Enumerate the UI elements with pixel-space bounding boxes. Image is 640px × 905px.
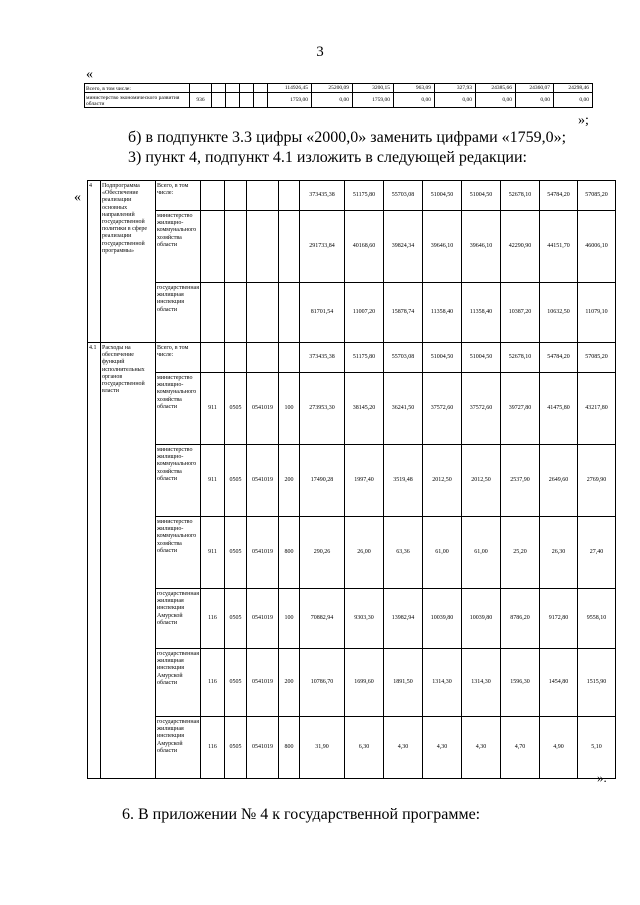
- amount-cell: 55703,08: [384, 181, 423, 211]
- amount-cell: 114926,45: [268, 84, 312, 93]
- executor-cell: государственная жилищная инспекция Амурской области: [156, 589, 201, 649]
- amount-cell: 51175,80: [345, 343, 384, 373]
- amount-cell: 373435,38: [300, 181, 345, 211]
- table-row: [88, 181, 616, 211]
- executor-cell: Всего, в том числе:: [156, 181, 201, 211]
- budget-code: [201, 343, 225, 373]
- amount-cell: 4,70: [501, 717, 540, 779]
- table-row: [88, 211, 616, 283]
- amount-cell: 3519,48: [384, 445, 423, 517]
- amount-cell: 52678,10: [501, 343, 540, 373]
- amount-cell: 373435,38: [300, 343, 345, 373]
- table-row: [88, 717, 616, 779]
- amount-cell: 0,00: [516, 93, 554, 108]
- amount-cell: 39824,34: [384, 211, 423, 283]
- amount-cell: 24360,07: [516, 84, 554, 93]
- expense-type-code: 200: [279, 649, 300, 717]
- subprogram-table: [87, 180, 616, 779]
- amount-cell: 54784,20: [540, 343, 578, 373]
- executor-cell: министерство жилищно-коммунального хозяйства области: [156, 517, 201, 589]
- target-article-code: 0541019: [247, 649, 279, 717]
- amount-cell: 40168,60: [345, 211, 384, 283]
- amount-cell: 11007,20: [345, 283, 384, 343]
- amount-cell: 17490,28: [300, 445, 345, 517]
- amount-cell: 24298,46: [554, 84, 593, 93]
- amount-cell: 1759,00: [353, 93, 394, 108]
- budget-code: [201, 283, 225, 343]
- section-code: [225, 283, 247, 343]
- amount-cell: 63,36: [384, 517, 423, 589]
- table-row: [88, 445, 616, 517]
- amount-cell: 5,10: [578, 717, 616, 779]
- amount-cell: 2012,50: [423, 445, 462, 517]
- empty-cell: [240, 93, 254, 108]
- amount-cell: 963,09: [394, 84, 435, 93]
- row-label: министерство экономического развития области: [85, 93, 190, 108]
- amount-cell: 2537,90: [501, 445, 540, 517]
- amount-cell: 1314,30: [462, 649, 501, 717]
- executor-cell: министерство жилищно-коммунального хозяйства области: [156, 373, 201, 445]
- amount-cell: 31,90: [300, 717, 345, 779]
- amount-cell: 9172,80: [540, 589, 578, 649]
- section-code: 0505: [225, 517, 247, 589]
- table-row: [85, 93, 593, 108]
- paragraph-item-3: 3) пункт 4, подпункт 4.1 изложить в следующей редакции:: [128, 149, 527, 166]
- table-row: [88, 517, 616, 589]
- empty-cell: [240, 84, 254, 93]
- amount-cell: 1699,60: [345, 649, 384, 717]
- amount-cell: 15878,74: [384, 283, 423, 343]
- amount-cell: 51004,50: [462, 343, 501, 373]
- amount-cell: 6,30: [345, 717, 384, 779]
- opening-quote-main: «: [74, 190, 81, 205]
- amount-cell: 11358,40: [462, 283, 501, 343]
- target-article-code: 0541019: [247, 717, 279, 779]
- empty-cell: [212, 93, 226, 108]
- continuation-table: [84, 83, 593, 108]
- row-label: Всего, в том числе:: [85, 84, 190, 93]
- budget-code: 936: [190, 93, 212, 108]
- expense-type-code: 100: [279, 373, 300, 445]
- amount-cell: 25,20: [501, 517, 540, 589]
- section-code: [225, 211, 247, 283]
- target-article-code: [247, 283, 279, 343]
- amount-cell: 1515,90: [578, 649, 616, 717]
- expense-type-code: [279, 343, 300, 373]
- target-article-code: [247, 181, 279, 211]
- table-row: [88, 373, 616, 445]
- expense-type-code: [279, 283, 300, 343]
- amount-cell: 327,93: [435, 84, 476, 93]
- amount-cell: 4,30: [462, 717, 501, 779]
- executor-cell: министерство жилищно-коммунального хозяйства области: [156, 211, 201, 283]
- paragraph-b: б) в подпункте 3.3 цифры «2000,0» заменить цифрами «1759,0»;: [128, 129, 567, 146]
- amount-cell: 2012,50: [462, 445, 501, 517]
- amount-cell: 51004,50: [462, 181, 501, 211]
- amount-cell: 4,30: [384, 717, 423, 779]
- executor-cell: министерство жилищно-коммунального хозяйства области: [156, 445, 201, 517]
- target-article-code: 0541019: [247, 589, 279, 649]
- amount-cell: 41475,80: [540, 373, 578, 445]
- amount-cell: 1454,80: [540, 649, 578, 717]
- amount-cell: 52678,10: [501, 181, 540, 211]
- section-code: [225, 181, 247, 211]
- closing-quote-main: ».: [597, 770, 607, 785]
- amount-cell: 57085,20: [578, 343, 616, 373]
- table-row: [88, 649, 616, 717]
- table-row: [88, 283, 616, 343]
- section-code: 0505: [225, 373, 247, 445]
- executor-cell: государственная жилищная инспекция Амурской области: [156, 717, 201, 779]
- section-code: 0505: [225, 649, 247, 717]
- amount-cell: 46006,10: [578, 211, 616, 283]
- target-article-code: 0541019: [247, 445, 279, 517]
- expense-type-code: 800: [279, 517, 300, 589]
- amount-cell: 26,00: [345, 517, 384, 589]
- amount-cell: 1759,00: [268, 93, 312, 108]
- amount-cell: 24385,66: [476, 84, 516, 93]
- table-row: [85, 84, 593, 93]
- executor-cell: Всего, в том числе:: [156, 343, 201, 373]
- item-number: 4: [88, 181, 101, 343]
- amount-cell: 37572,60: [423, 373, 462, 445]
- amount-cell: 38145,20: [345, 373, 384, 445]
- budget-code: [190, 84, 212, 93]
- amount-cell: 0,00: [554, 93, 593, 108]
- amount-cell: 9303,30: [345, 589, 384, 649]
- table-row: [88, 343, 616, 373]
- expense-type-code: 200: [279, 445, 300, 517]
- expense-type-code: 800: [279, 717, 300, 779]
- target-article-code: [247, 343, 279, 373]
- budget-code: 116: [201, 717, 225, 779]
- amount-cell: 1891,50: [384, 649, 423, 717]
- amount-cell: 55703,08: [384, 343, 423, 373]
- amount-cell: 54784,20: [540, 181, 578, 211]
- amount-cell: 0,00: [476, 93, 516, 108]
- amount-cell: 44151,70: [540, 211, 578, 283]
- amount-cell: 27,40: [578, 517, 616, 589]
- amount-cell: 13982,94: [384, 589, 423, 649]
- amount-cell: 11358,40: [423, 283, 462, 343]
- amount-cell: 25200,09: [312, 84, 353, 93]
- amount-cell: 10039,80: [462, 589, 501, 649]
- closing-quote-top: »;: [578, 113, 589, 128]
- amount-cell: 26,30: [540, 517, 578, 589]
- target-article-code: 0541019: [247, 373, 279, 445]
- target-article-code: 0541019: [247, 517, 279, 589]
- amount-cell: 0,00: [435, 93, 476, 108]
- expense-type-code: [279, 181, 300, 211]
- amount-cell: 0,00: [394, 93, 435, 108]
- target-article-code: [247, 211, 279, 283]
- paragraph-item-6: 6. В приложении № 4 к государственной программе:: [122, 806, 481, 823]
- amount-cell: 2649,60: [540, 445, 578, 517]
- page-number: 3: [316, 44, 324, 60]
- amount-cell: 10786,70: [300, 649, 345, 717]
- budget-code: 116: [201, 589, 225, 649]
- amount-cell: 1997,40: [345, 445, 384, 517]
- executor-cell: государственная жилищная инспекция Амурской области: [156, 649, 201, 717]
- empty-cell: [254, 84, 268, 93]
- opening-quote-top: «: [86, 67, 93, 82]
- amount-cell: 42290,90: [501, 211, 540, 283]
- item-number: 4.1: [88, 343, 101, 779]
- amount-cell: 51175,80: [345, 181, 384, 211]
- amount-cell: 61,00: [462, 517, 501, 589]
- amount-cell: 11079,10: [578, 283, 616, 343]
- section-code: 0505: [225, 717, 247, 779]
- amount-cell: 81701,54: [300, 283, 345, 343]
- amount-cell: 36241,50: [384, 373, 423, 445]
- amount-cell: 43217,80: [578, 373, 616, 445]
- budget-code: 911: [201, 517, 225, 589]
- empty-cell: [254, 93, 268, 108]
- amount-cell: 1314,30: [423, 649, 462, 717]
- amount-cell: 39646,10: [462, 211, 501, 283]
- amount-cell: 9558,10: [578, 589, 616, 649]
- amount-cell: 3200,15: [353, 84, 394, 93]
- amount-cell: 61,00: [423, 517, 462, 589]
- amount-cell: 10387,20: [501, 283, 540, 343]
- amount-cell: 70882,94: [300, 589, 345, 649]
- amount-cell: 10632,50: [540, 283, 578, 343]
- amount-cell: 37572,60: [462, 373, 501, 445]
- amount-cell: 10039,80: [423, 589, 462, 649]
- amount-cell: 51004,50: [423, 343, 462, 373]
- item-name: Расходы на обеспечение функций исполнительных органов государственной власти: [101, 343, 156, 779]
- budget-code: 911: [201, 373, 225, 445]
- item-name: Подпрограмма «Обеспечение реализации основных направлений государственной политики в сфере реализации государственной программы»: [101, 181, 156, 343]
- budget-code: [201, 181, 225, 211]
- amount-cell: 273953,30: [300, 373, 345, 445]
- budget-code: [201, 211, 225, 283]
- amount-cell: 290,26: [300, 517, 345, 589]
- amount-cell: 39727,80: [501, 373, 540, 445]
- executor-cell: государственная жилищная инспекция области: [156, 283, 201, 343]
- amount-cell: 57085,20: [578, 181, 616, 211]
- expense-type-code: 100: [279, 589, 300, 649]
- amount-cell: 0,00: [312, 93, 353, 108]
- amount-cell: 39646,10: [423, 211, 462, 283]
- empty-cell: [226, 84, 240, 93]
- expense-type-code: [279, 211, 300, 283]
- amount-cell: 1596,30: [501, 649, 540, 717]
- amount-cell: 4,90: [540, 717, 578, 779]
- empty-cell: [226, 93, 240, 108]
- budget-code: 116: [201, 649, 225, 717]
- budget-code: 911: [201, 445, 225, 517]
- amount-cell: 4,30: [423, 717, 462, 779]
- section-code: [225, 343, 247, 373]
- amount-cell: 8786,20: [501, 589, 540, 649]
- empty-cell: [212, 84, 226, 93]
- section-code: 0505: [225, 445, 247, 517]
- amount-cell: 291733,84: [300, 211, 345, 283]
- amount-cell: 2769,90: [578, 445, 616, 517]
- amount-cell: 51004,50: [423, 181, 462, 211]
- table-row: [88, 589, 616, 649]
- section-code: 0505: [225, 589, 247, 649]
